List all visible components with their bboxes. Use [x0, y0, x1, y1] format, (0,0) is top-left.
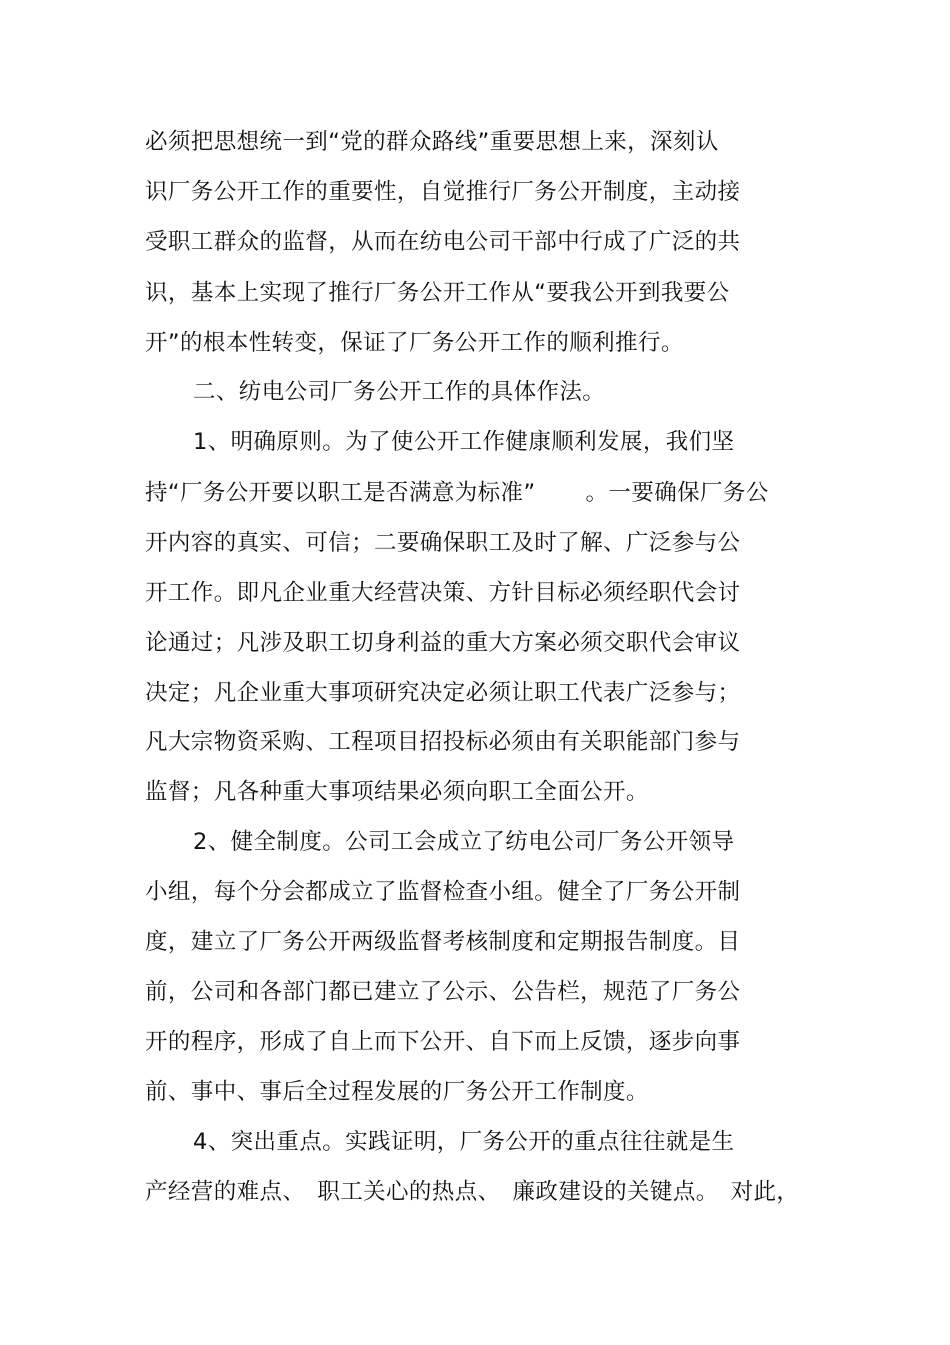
text-segment: 廉政建设的关键点。 [512, 1179, 719, 1205]
text-segment: 持“厂务公开要以职工是否满意为标准” [145, 480, 536, 506]
text-line [145, 1176, 799, 1208]
text-line: 决定；凡企业重大事项研究决定必须让职工代表广泛参与； [145, 680, 741, 706]
text-line: 识厂务公开工作的重要性，自觉推行厂务公开制度，主动接 [145, 179, 741, 205]
text-line: 开的程序，形成了自上而下公开、自下而上反馈，逐步向事 [145, 1029, 741, 1055]
text-line: 1、明确原则。为了使公开工作健康顺利发展，我们坚 [193, 429, 735, 455]
section-heading: 二、纺电公司厂务公开工作的具体作法。 [193, 379, 606, 405]
text-line: 小组，每个分会都成立了监督检查小组。健全了厂务公开制 [145, 879, 741, 905]
text-segment: 对此， [730, 1179, 800, 1205]
text-line: 识，基本上实现了推行厂务公开工作从“要我公开到我要公 [145, 280, 730, 306]
text-line: 开”的根本性转变，保证了厂务公开工作的顺利推行。 [145, 330, 684, 356]
text-line [145, 477, 769, 509]
text-line: 4、突出重点。实践证明，厂务公开的重点往往就是生 [193, 1129, 735, 1155]
text-line: 监督；凡各种重大事项结果必须向职工全面公开。 [145, 779, 649, 805]
text-segment: 产经营的难点、 [145, 1179, 306, 1205]
text-line: 2、健全制度。公司工会成立了纺电公司厂务公开领导 [193, 829, 735, 855]
text-segment: 。一要确保厂务公 [585, 480, 769, 506]
text-line: 前，公司和各部门都已建立了公示、公告栏，规范了厂务公 [145, 979, 741, 1005]
text-line: 凡大宗物资采购、工程项目招投标必须由有关职能部门参与 [145, 729, 741, 755]
text-segment: 职工关心的热点、 [317, 1179, 501, 1205]
text-line: 前、事中、事后全过程发展的厂务公开工作制度。 [145, 1079, 649, 1105]
text-line: 论通过；凡涉及职工切身利益的重大方案必须交职代会审议 [145, 630, 741, 656]
text-line: 受职工群众的监督，从而在纺电公司干部中行成了广泛的共 [145, 229, 741, 255]
text-line: 必须把思想统一到“党的群众路线”重要思想上来，深刻认 [145, 129, 719, 155]
text-line: 开内容的真实、可信；二要确保职工及时了解、广泛参与公 [145, 530, 741, 556]
text-line: 度，建立了厂务公开两级监督考核制度和定期报告制度。目 [145, 929, 741, 955]
text-line: 开工作。即凡企业重大经营决策、方针目标必须经职代会讨 [145, 580, 741, 606]
